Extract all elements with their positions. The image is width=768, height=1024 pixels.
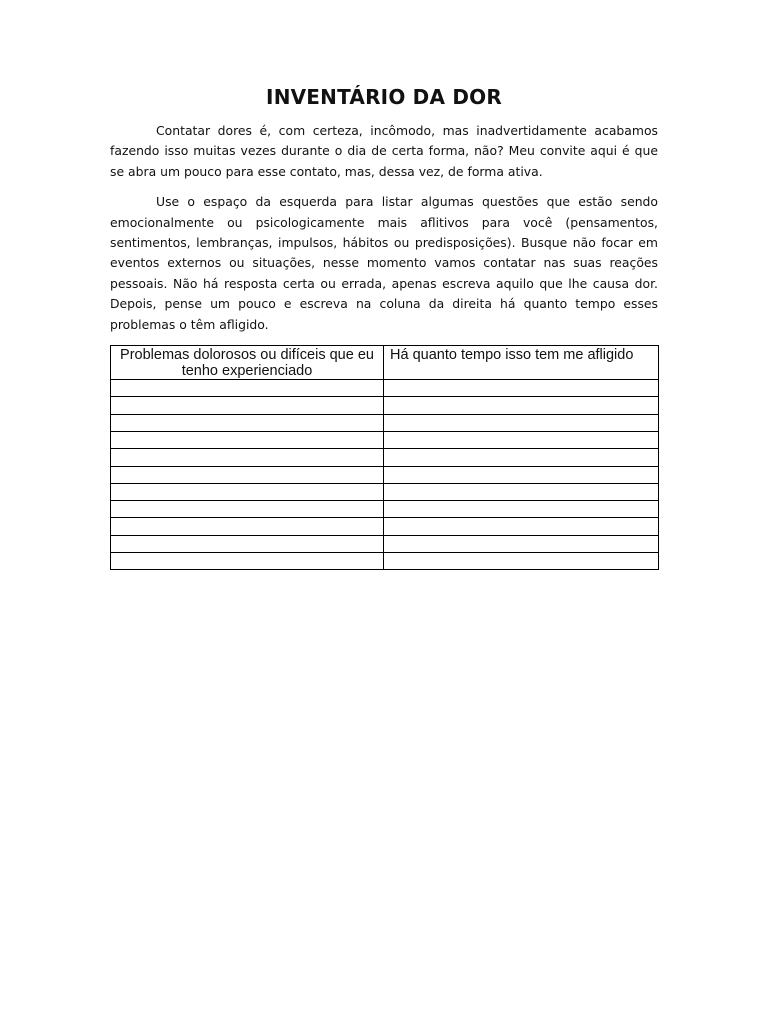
table-body [111, 380, 659, 570]
table-row [111, 535, 659, 552]
duration-cell[interactable] [384, 553, 659, 570]
document-title: INVENTÁRIO DA DOR [266, 85, 502, 109]
table-row [111, 501, 659, 518]
table-row [111, 483, 659, 500]
duration-cell[interactable] [384, 397, 659, 414]
problem-cell[interactable] [111, 380, 384, 397]
duration-cell[interactable] [384, 431, 659, 448]
problem-cell[interactable] [111, 518, 384, 535]
table-header-row [111, 346, 659, 380]
table-row [111, 397, 659, 414]
pain-inventory-table [110, 345, 659, 570]
problem-cell[interactable] [111, 535, 384, 552]
table-row [111, 431, 659, 448]
duration-cell[interactable] [384, 380, 659, 397]
problem-cell[interactable] [111, 483, 384, 500]
table-row [111, 380, 659, 397]
document-content [110, 84, 658, 570]
table-row [111, 466, 659, 483]
duration-cell[interactable] [384, 414, 659, 431]
duration-cell[interactable] [384, 518, 659, 535]
table-row [111, 449, 659, 466]
problem-cell[interactable] [111, 397, 384, 414]
intro-paragraph: Contatar dores é, com certeza, incômodo, mas inadvertidamente acabamos fazendo isso muitas vezes durante o dia de certa forma, não? Meu convite aqui é que se abra um pouco para esse contato, mas, dessa vez, de forma ativa. [110, 123, 658, 179]
instructions-paragraph: Use o espaço da esquerda para listar algumas questões que estão sendo emocionalmente ou psicologicamente mais aflitivos para você (pensamentos, sentimentos, lembranças, impulsos, hábitos ou predisposições). Busque não focar em eventos externos ou situações, nesse momento vamos contatar nas suas reações pessoais. Não há resposta certa ou errada, apenas escreva aquilo que lhe causa dor. Depois, pense um pouco e escreva na coluna da direita há quanto tempo esses problemas o têm afligido. [110, 194, 658, 332]
problem-cell[interactable] [111, 449, 384, 466]
duration-cell[interactable] [384, 466, 659, 483]
duration-cell[interactable] [384, 449, 659, 466]
table-row [111, 553, 659, 570]
problem-cell[interactable] [111, 553, 384, 570]
problem-cell[interactable] [111, 501, 384, 518]
duration-cell[interactable] [384, 483, 659, 500]
column-header-duration: Há quanto tempo isso tem me afligido [384, 346, 659, 380]
problem-cell[interactable] [111, 466, 384, 483]
duration-cell[interactable] [384, 501, 659, 518]
problem-cell[interactable] [111, 414, 384, 431]
column-header-problems: Problemas dolorosos ou difíceis que eu tenho experienciado [111, 346, 384, 380]
problem-cell[interactable] [111, 431, 384, 448]
duration-cell[interactable] [384, 535, 659, 552]
table-row [111, 414, 659, 431]
table-row [111, 518, 659, 535]
